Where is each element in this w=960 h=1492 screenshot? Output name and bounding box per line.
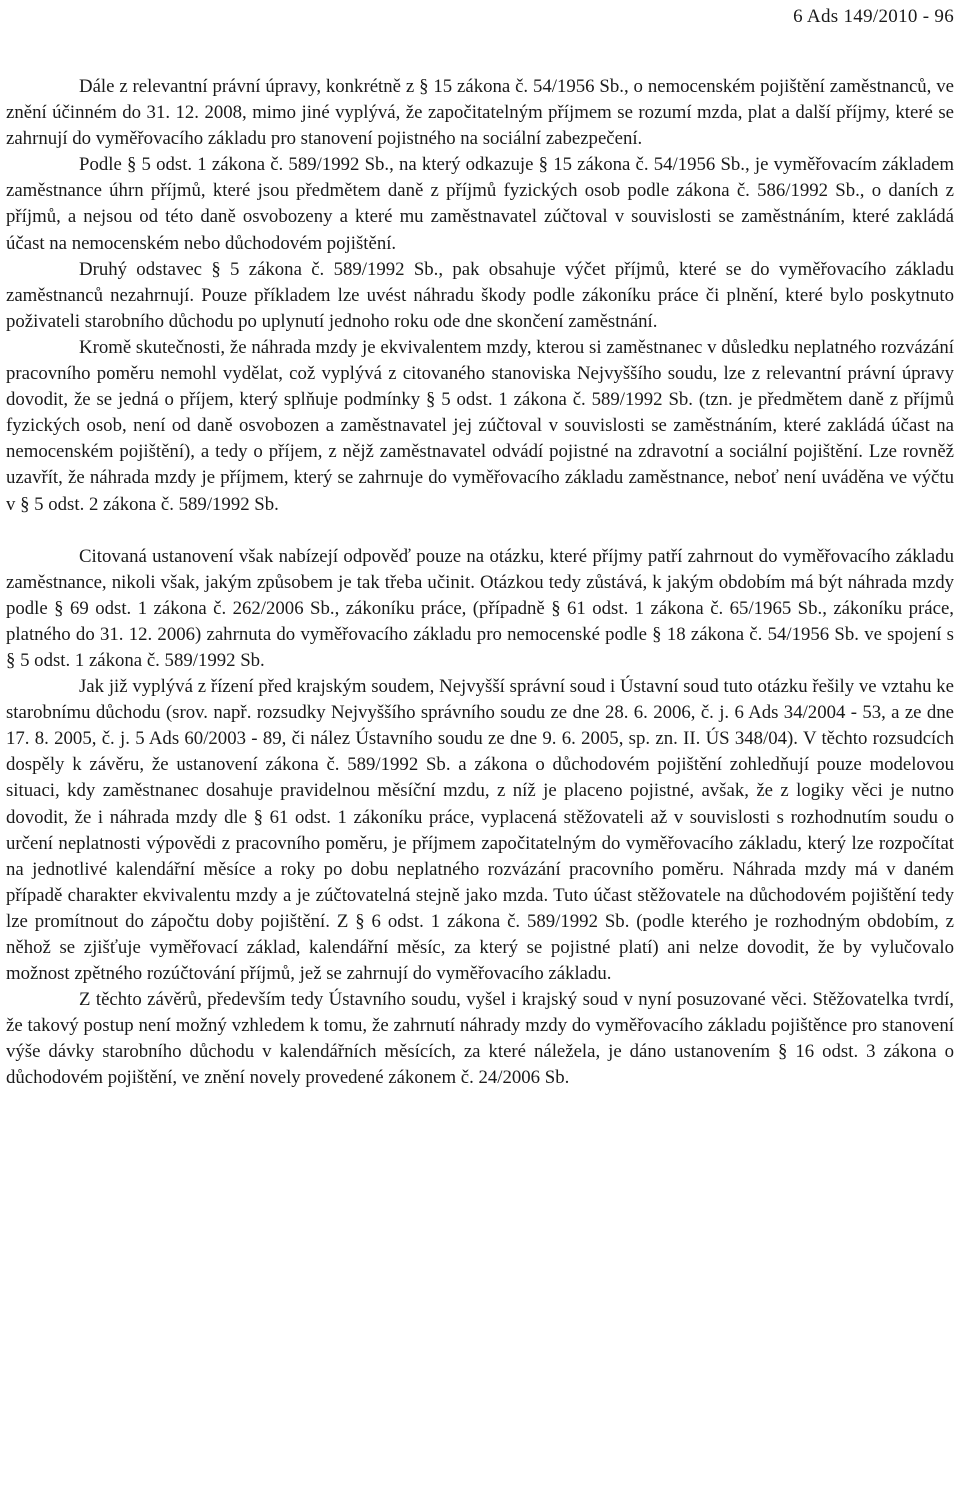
- paragraph-7: Z těchto závěrů, především tedy Ústavního soudu, vyšel i krajský soud v nyní posuzované věci. Stěžovatelka tvrdí, že takový postup není možný vzhledem k tomu, že zahrnutí náhrady mzdy do vyměřovacího základu pojištěnce pro stanovení výše dávky starobního důchodu v kalendářních měsících, za které náležela, je dáno ustanovením § 16 odst. 3 zákona o důchodovém pojištění, ve znění novely provedené zákonem č. 24/2006 Sb.: [6, 989, 954, 1089]
- paragraph-6: Jak již vyplývá z řízení před krajským soudem, Nejvyšší správní soud i Ústavní soud tuto otázku řešily ve vztahu ke starobnímu důchodu (srov. např. rozsudky Nejvyššího správního soudu ze dne 28. 6. 2006, č. j. 6 Ads 34/2004 - 53, a ze dne 17. 8. 2005, č. j. 5 Ads 60/2003 - 89, či nález Ústavního soudu ze dne 9. 6. 2005, sp. zn. II. ÚS 348/04). V těchto rozsudcích dospěly k závěru, že ustanovení zákona č. 589/1992 Sb. a zákona o důchodovém pojištění zohledňují pouze modelovou situaci, kdy zaměstnanec dosahuje pravidelnou měsíční mzdu, z níž je placeno pojistné, avšak, že z logiky věci je nutno dovodit, že i náhrada mzdy dle § 61 odst. 1 zákoníku práce, vyplacená stěžovateli až v souvislosti s rozhodnutím soudu o určení neplatnosti výpovědi z pracovního poměru, je příjmem započitatelným do vyměřovacího základu, který lze rozpočítat na jednotlivé kalendářní měsíce a roky po dobu neplatného rozvázání pracovního poměru. Náhrada mzdy má v daném případě charakter ekvivalentu mzdy a je zúčtovatelná stejně jako mzda. Tuto účast stěžovatele na důchodovém pojištění tedy lze promítnout do zápočtu doby pojištění. Z § 6 odst. 1 zákona č. 589/1992 Sb. (podle kterého je rozhodným obdobím, z něhož se zjišťuje vyměřovací základ, kalendářní měsíc, za který se pojistné platí) ani nelze dovodit, že by vylučovalo možnost zpětného rozúčtování příjmů, jež se zahrnují do vyměřovacího základu.: [6, 676, 954, 985]
- paragraph-4: Kromě skutečnosti, že náhrada mzdy je ekvivalentem mzdy, kterou si zaměstnanec v důsledku neplatného rozvázání pracovního poměru nemohl vydělat, což vyplývá z citovaného stanoviska Nejvyššího soudu, lze z relevantní právní úpravy dovodit, že se jedná o příjem, který splňuje podmínky § 5 odst. 1 zákona č. 589/1992 Sb. (tzn. je předmětem daně z příjmů fyzických osob, není od daně osvobozen a zaměstnavatel jej zúčtoval v souvislosti se zaměstnáním, které zakládá účast na nemocenském pojištění), a tedy o příjem, z nějž zaměstnavatel odvádí pojistné na zdravotní a sociální pojištění. Lze rovněž uzavřít, že náhrada mzdy je příjmem, který se zahrnuje do vyměřovacího základu zaměstnance, neboť není uváděna ve výčtu v § 5 odst. 2 zákona č. 589/1992 Sb.: [6, 336, 954, 515]
- paragraph-3: Druhý odstavec § 5 zákona č. 589/1992 Sb., pak obsahuje výčet příjmů, které se do vyměřovacího základu zaměstnanců nezahrnují. Pouze příkladem lze uvést náhradu škody podle zákoníku práce či plnění, které bylo poskytnuto poživateli starobního důchodu po uplynutí jednoho roku ode dne skončení zaměstnání.: [6, 258, 954, 332]
- case-number-header: 6 Ads 149/2010 - 96: [793, 6, 954, 27]
- paragraph-2: Podle § 5 odst. 1 zákona č. 589/1992 Sb., na který odkazuje § 15 zákona č. 54/1956 Sb., je vyměřovacím základem zaměstnance úhrn příjmů, které jsou předmětem daně z příjmů fyzických osob podle zákona č. 586/1992 Sb., o daních z příjmů, a nejsou od této daně osvobozeny a které mu zaměstnavatel zúčtoval v souvislosti se zaměstnáním, které zakládá účast na nemocenském nebo důchodovém pojištění.: [6, 154, 954, 254]
- paragraph-1: Dále z relevantní právní úpravy, konkrétně z § 15 zákona č. 54/1956 Sb., o nemocenském pojištění zaměstnanců, ve znění účinném do 31. 12. 2008, mimo jiné vyplývá, že započitatelným příjmem se rozumí mzda, plat a další příjmy, které se zahrnují do vyměřovacího základu pro stanovení pojistného na sociální zabezpečení.: [6, 76, 954, 150]
- paragraph-5: Citovaná ustanovení však nabízejí odpověď pouze na otázku, které příjmy patří zahrnout do vyměřovacího základu zaměstnance, nikoli však, jakým způsobem je tak třeba učinit. Otázkou tedy zůstává, k jakým obdobím má být náhrada mzdy podle § 69 odst. 1 zákona č. 262/2006 Sb., zákoníku práce, (případně § 61 odst. 1 zákona č. 65/1965 Sb., zákoníku práce, platného do 31. 12. 2006) zahrnuta do vyměřovacího základu pro nemocenské podle § 18 zákona č. 54/1956 Sb. ve spojení s § 5 odst. 1 zákona č. 589/1992 Sb.: [6, 545, 954, 671]
- document-body: [6, 74, 954, 1092]
